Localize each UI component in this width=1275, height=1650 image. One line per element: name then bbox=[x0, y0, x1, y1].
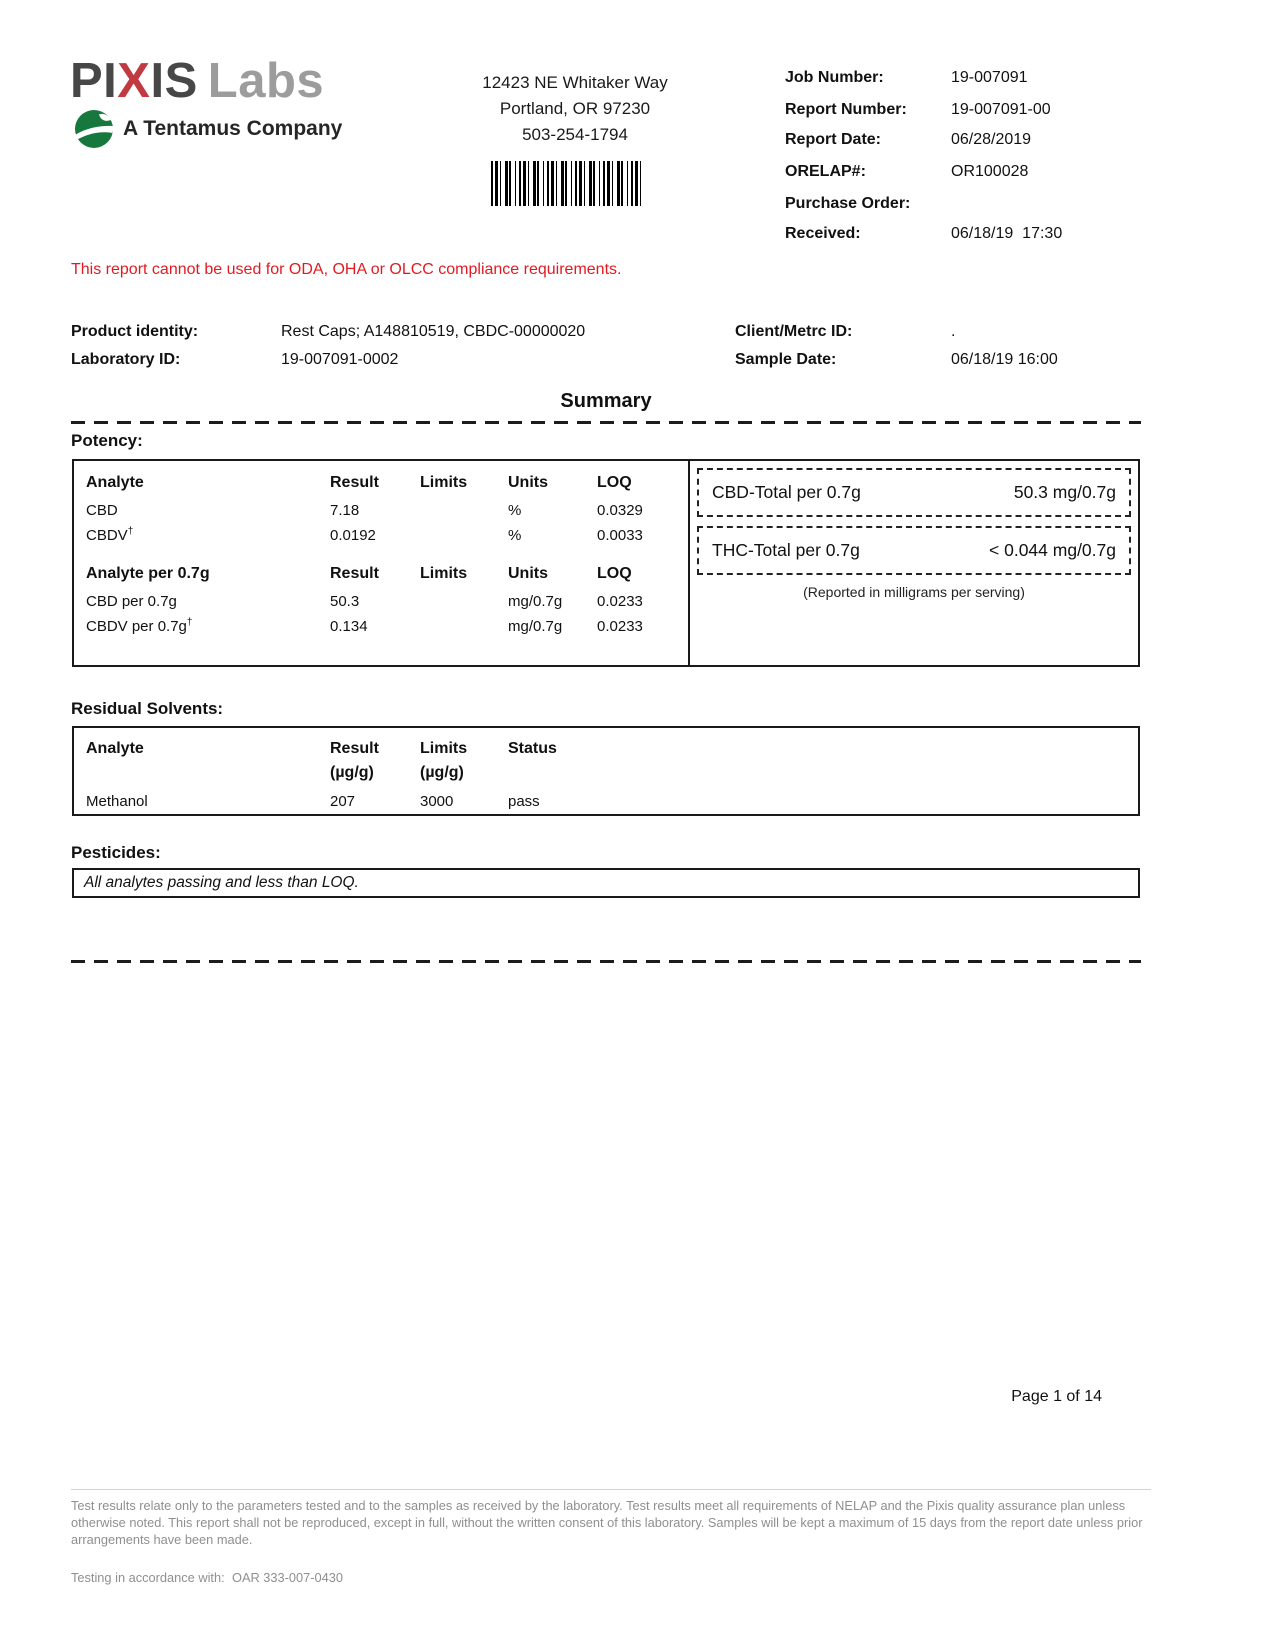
thc-total-box bbox=[697, 526, 1131, 575]
address-line2: Portland, OR 97230 bbox=[499, 99, 651, 118]
analyte-text: CBD bbox=[86, 502, 118, 519]
col-loq: LOQ bbox=[597, 474, 632, 491]
purchase-order-label: Purchase Order: bbox=[785, 195, 911, 212]
report-date-value: 06/28/2019 bbox=[951, 131, 1032, 148]
compliance-notice: This report cannot be used for ODA, OHA or OLCC compliance requirements. bbox=[71, 261, 622, 278]
logo-part-is: IS bbox=[150, 54, 198, 108]
result-value: 0.134 bbox=[330, 618, 368, 635]
received-value: 06/18/19 17:30 bbox=[951, 225, 1063, 242]
pixis-labs-logo bbox=[70, 56, 342, 149]
orelap-label: ORELAP#: bbox=[785, 163, 866, 180]
sample-date-value: 06/18/19 16:00 bbox=[951, 351, 1058, 368]
units-value: % bbox=[508, 502, 522, 519]
solvents-header-units-row bbox=[86, 761, 1138, 785]
units-value: mg/0.7g bbox=[508, 593, 563, 610]
report-number-label: Report Number: bbox=[785, 101, 907, 118]
totals-note: (Reported in milligrams per serving) bbox=[803, 584, 1025, 600]
tentamus-leaf-icon bbox=[74, 109, 114, 149]
col-limits: Limits bbox=[420, 740, 468, 757]
potency-totals-panel bbox=[690, 461, 1138, 665]
lab-address bbox=[425, 70, 725, 148]
address-line1: 12423 NE Whitaker Way bbox=[482, 73, 668, 92]
barcode-image bbox=[491, 161, 641, 206]
col-analyte-per: Analyte per 0.7g bbox=[86, 565, 210, 582]
client-metrc-value: . bbox=[951, 323, 956, 340]
table-row bbox=[86, 501, 688, 519]
col-units: Units bbox=[508, 474, 548, 491]
units-value: % bbox=[508, 527, 522, 544]
laboratory-id-row bbox=[71, 350, 585, 369]
col-limits-unit: (µg/g) bbox=[420, 764, 464, 781]
pesticides-note: All analytes passing and less than LOQ. bbox=[84, 874, 359, 891]
analyte-text: CBDV bbox=[86, 527, 128, 544]
logo-part-labs: Labs bbox=[207, 54, 325, 108]
info-row-report-number bbox=[785, 100, 1095, 119]
analyte-name bbox=[86, 592, 330, 610]
solvents-header-row bbox=[86, 737, 1138, 761]
client-metrc-label: Client/Metrc ID: bbox=[735, 323, 853, 340]
footer bbox=[71, 1489, 1151, 1586]
report-date-label: Report Date: bbox=[785, 131, 882, 148]
accordance-row bbox=[71, 1569, 1151, 1586]
col-loq: LOQ bbox=[597, 565, 632, 582]
info-row-job-number bbox=[785, 68, 1095, 87]
orelap-value: OR100028 bbox=[951, 163, 1029, 180]
potency-per-serving-header-row bbox=[86, 565, 688, 583]
potency-header-row bbox=[86, 474, 688, 492]
sample-info-right bbox=[735, 322, 1058, 378]
received-label: Received: bbox=[785, 225, 861, 242]
dashed-separator-top bbox=[71, 421, 1141, 424]
residual-solvents-table bbox=[72, 726, 1140, 816]
status-value: pass bbox=[508, 793, 540, 810]
loq-value: 0.0233 bbox=[597, 618, 643, 635]
sample-date-label: Sample Date: bbox=[735, 351, 837, 368]
dashed-separator-bottom bbox=[71, 960, 1141, 963]
col-units: Units bbox=[508, 565, 548, 582]
logo-part-pi: PI bbox=[70, 54, 118, 108]
job-number-value: 19-007091 bbox=[951, 69, 1028, 86]
laboratory-id-label: Laboratory ID: bbox=[71, 351, 181, 368]
cbd-total-value: 50.3 mg/0.7g bbox=[1013, 482, 1116, 502]
sample-info-left bbox=[71, 322, 585, 378]
thc-total-label: THC-Total per 0.7g bbox=[712, 540, 860, 560]
thc-total-value: < 0.044 mg/0.7g bbox=[989, 540, 1116, 560]
logo-tagline: A Tentamus Company bbox=[123, 117, 343, 140]
analyte-name: Methanol bbox=[86, 793, 148, 810]
pesticides-note-box bbox=[72, 868, 1140, 898]
result-value: 50.3 bbox=[330, 593, 360, 610]
purchase-order-value bbox=[951, 194, 1095, 213]
accordance-label: Testing in accordance with: bbox=[71, 1570, 225, 1585]
analyte-mark: † bbox=[186, 617, 193, 628]
sample-date-row bbox=[735, 350, 1058, 369]
report-number-value: 19-007091-00 bbox=[951, 101, 1051, 118]
col-result-unit: (µg/g) bbox=[330, 764, 374, 781]
table-row bbox=[86, 526, 688, 544]
col-result: Result bbox=[330, 474, 379, 491]
result-value: 7.18 bbox=[330, 502, 360, 519]
cbd-total-box bbox=[697, 468, 1131, 517]
potency-table-left bbox=[74, 461, 690, 665]
col-result: Result bbox=[330, 740, 379, 757]
col-analyte: Analyte bbox=[86, 740, 144, 757]
table-row bbox=[86, 793, 1138, 810]
table-row bbox=[86, 617, 688, 635]
analyte-name bbox=[86, 501, 330, 519]
potency-heading: Potency: bbox=[71, 431, 143, 450]
result-value: 0.0192 bbox=[330, 527, 376, 544]
job-number-label: Job Number: bbox=[785, 69, 884, 86]
address-line3: 503-254-1794 bbox=[522, 125, 628, 144]
logo-wordmark bbox=[70, 56, 342, 106]
client-metrc-row bbox=[735, 322, 1058, 341]
summary-title: Summary bbox=[560, 390, 652, 412]
residual-solvents-heading: Residual Solvents: bbox=[71, 699, 224, 718]
analyte-mark: † bbox=[127, 526, 134, 537]
analyte-name bbox=[86, 617, 330, 635]
info-row-received bbox=[785, 224, 1095, 243]
analyte-text: CBD per 0.7g bbox=[86, 593, 177, 610]
analyte-text: CBDV per 0.7g bbox=[86, 618, 187, 635]
info-row-purchase-order bbox=[785, 194, 1095, 213]
loq-value: 0.0329 bbox=[597, 502, 643, 519]
loq-value: 0.0233 bbox=[597, 593, 643, 610]
col-status: Status bbox=[508, 740, 557, 757]
potency-table bbox=[72, 459, 1140, 667]
product-identity-label: Product identity: bbox=[71, 323, 199, 340]
info-row-orelap bbox=[785, 162, 1095, 181]
laboratory-id-value: 19-007091-0002 bbox=[281, 351, 399, 368]
col-result: Result bbox=[330, 565, 379, 582]
product-identity-row bbox=[71, 322, 585, 341]
loq-value: 0.0033 bbox=[597, 527, 643, 544]
col-analyte: Analyte bbox=[86, 474, 144, 491]
logo-part-x: X bbox=[117, 54, 151, 108]
footer-disclaimer: Test results relate only to the parameters tested and to the samples as received by the laboratory. Test results meet all requirements of NELAP and the Pixis quality assurance plan unless otherwise noted. This report shall not be reproduced, except in full, without the written consent of this laboratory. Samples will be kept a maximum of 15 days from the report date unless prior arrangements have been made. bbox=[71, 1498, 1143, 1547]
report-info-block bbox=[785, 68, 1095, 254]
info-row-report-date bbox=[785, 130, 1095, 149]
product-identity-value: Rest Caps; A148810519, CBDC-00000020 bbox=[281, 323, 586, 340]
limits-value: 3000 bbox=[420, 793, 454, 810]
analyte-name bbox=[86, 526, 330, 544]
units-value: mg/0.7g bbox=[508, 618, 563, 635]
cbd-total-label: CBD-Total per 0.7g bbox=[712, 482, 861, 502]
page-number: Page 1 of 14 bbox=[1011, 1388, 1102, 1405]
pesticides-heading: Pesticides: bbox=[71, 843, 161, 862]
col-limits: Limits bbox=[420, 565, 468, 582]
accordance-value: OAR 333-007-0430 bbox=[232, 1570, 343, 1585]
table-row bbox=[86, 592, 688, 610]
result-value: 207 bbox=[330, 793, 356, 810]
col-limits: Limits bbox=[420, 474, 468, 491]
